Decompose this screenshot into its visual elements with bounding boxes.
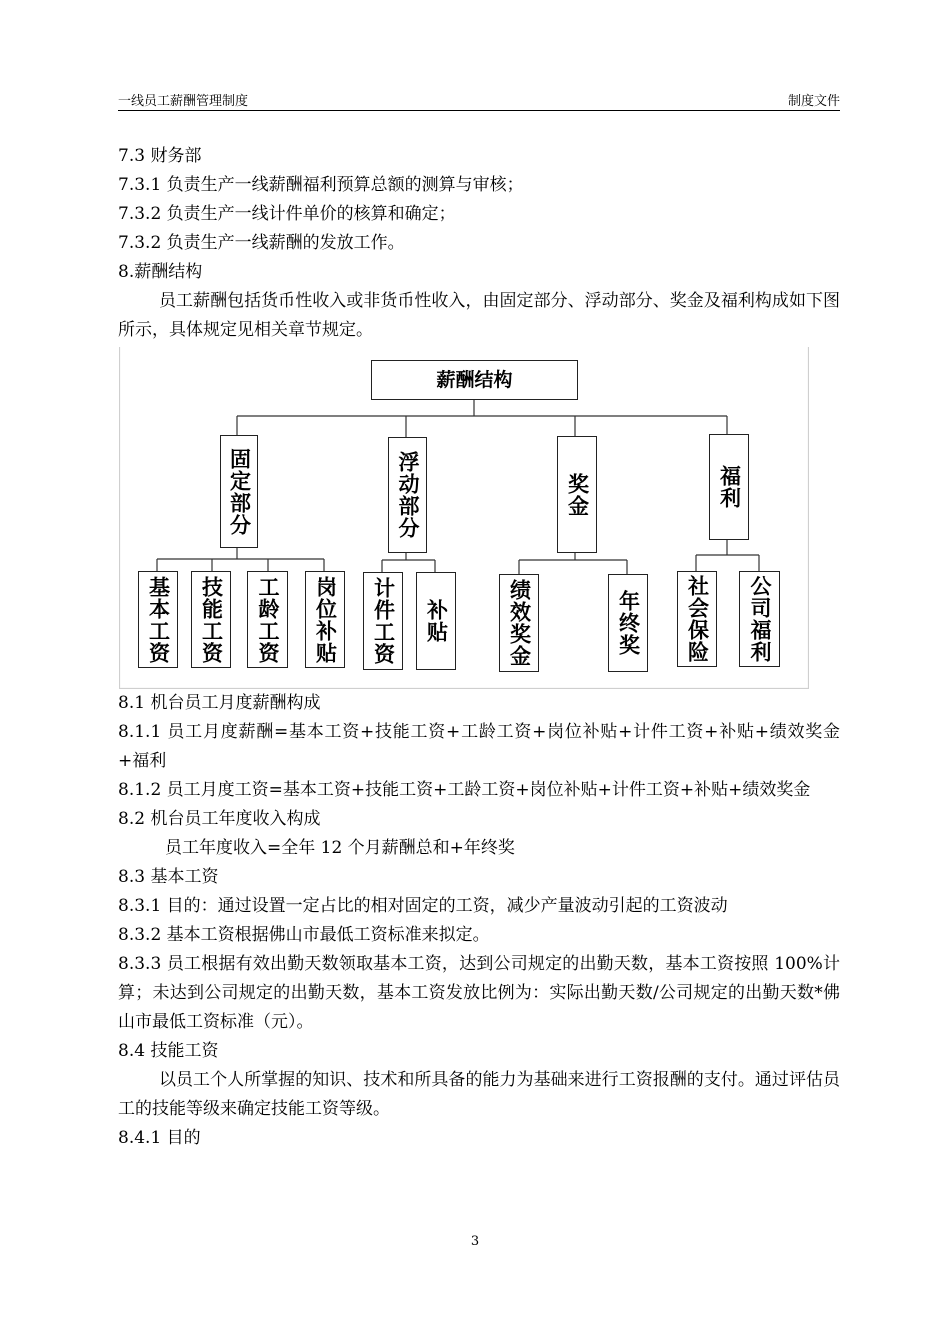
salary-structure-diagram: [119, 347, 809, 689]
page-number: 3: [470, 1234, 480, 1249]
diagram-category-bonus: 奖金: [557, 436, 597, 553]
header-rule: [118, 110, 840, 111]
diagram-category-floating: 浮动部分: [388, 437, 427, 553]
paragraph: 以员工个人所掌握的知识、技术和所具备的能力为基础来进行工资报酬的支付。通过评估员工的技能等级来确定技能工资等级。: [118, 1070, 840, 1119]
header-doc-type: 制度文件: [787, 94, 840, 109]
section-heading: 8.薪酬结构: [118, 262, 203, 282]
diagram-item-piece-wage: 计件工资: [363, 572, 403, 670]
diagram-item-basic-salary: 基本工资: [138, 571, 178, 668]
paragraph: 7.3.2 负责生产一线薪酬的发放工作。: [118, 233, 405, 253]
diagram-item-skill-salary: 技能工资: [191, 571, 231, 668]
diagram-item-seniority-salary: 工龄工资: [247, 571, 288, 668]
diagram-category-welfare: 福利: [709, 434, 749, 540]
diagram-item-company-welfare: 公司福利: [739, 571, 780, 667]
section-heading: 8.2 机台员工年度收入构成: [118, 809, 321, 829]
formula-paragraph: 8.1.2 员工月度工资=基本工资+技能工资+工龄工资+岗位补贴+计件工资+补贴+绩效奖金: [118, 780, 811, 800]
diagram-item-performance-bonus: 绩效奖金: [499, 574, 539, 672]
paragraph: 员工薪酬包括货币性收入或非货币性收入，由固定部分、浮动部分、奖金及福利构成如下图所示，具体规定见相关章节规定。: [118, 291, 840, 340]
section-heading: 8.1 机台员工月度薪酬构成: [118, 693, 321, 713]
diagram-item-post-allowance: 岗位补贴: [305, 571, 345, 668]
section-heading: 8.3 基本工资: [118, 867, 219, 887]
header-title: 一线员工薪酬管理制度: [118, 94, 249, 109]
section-heading: 8.4.1 目的: [118, 1128, 201, 1148]
diagram-category-fixed: 固定部分: [220, 435, 258, 548]
paragraph: 8.3.3 员工根据有效出勤天数领取基本工资，达到公司规定的出勤天数，基本工资按照 100%计算；未达到公司规定的出勤天数，基本工资发放比例为：实际出勤天数/公司规定的出勤天数*佛山市最低工资标准（元）。: [118, 954, 840, 1032]
paragraph: 8.3.2 基本工资根据佛山市最低工资标准来拟定。: [118, 925, 490, 945]
section-heading: 7.3 财务部: [118, 146, 202, 166]
paragraph: 7.3.2 负责生产一线计件单价的核算和确定；: [118, 204, 456, 224]
document-body: [118, 142, 840, 1153]
formula-paragraph: 8.1.1 员工月度薪酬=基本工资+技能工资+工龄工资+岗位补贴+计件工资+补贴+绩效奖金+福利: [118, 722, 840, 771]
paragraph: 7.3.1 负责生产一线薪酬福利预算总额的测算与审核；: [118, 175, 524, 195]
diagram-item-subsidy: 补贴: [416, 572, 456, 670]
diagram-root-node: 薪酬结构: [371, 360, 578, 400]
diagram-item-social-insurance: 社会保险: [677, 571, 717, 667]
paragraph: 8.3.1 目的：通过设置一定占比的相对固定的工资，减少产量波动引起的工资波动: [118, 896, 728, 916]
diagram-item-year-end-bonus: 年终奖: [608, 574, 648, 672]
section-heading: 8.4 技能工资: [118, 1041, 219, 1061]
formula-paragraph: 员工年度收入=全年 12 个月薪酬总和+年终奖: [165, 838, 515, 858]
